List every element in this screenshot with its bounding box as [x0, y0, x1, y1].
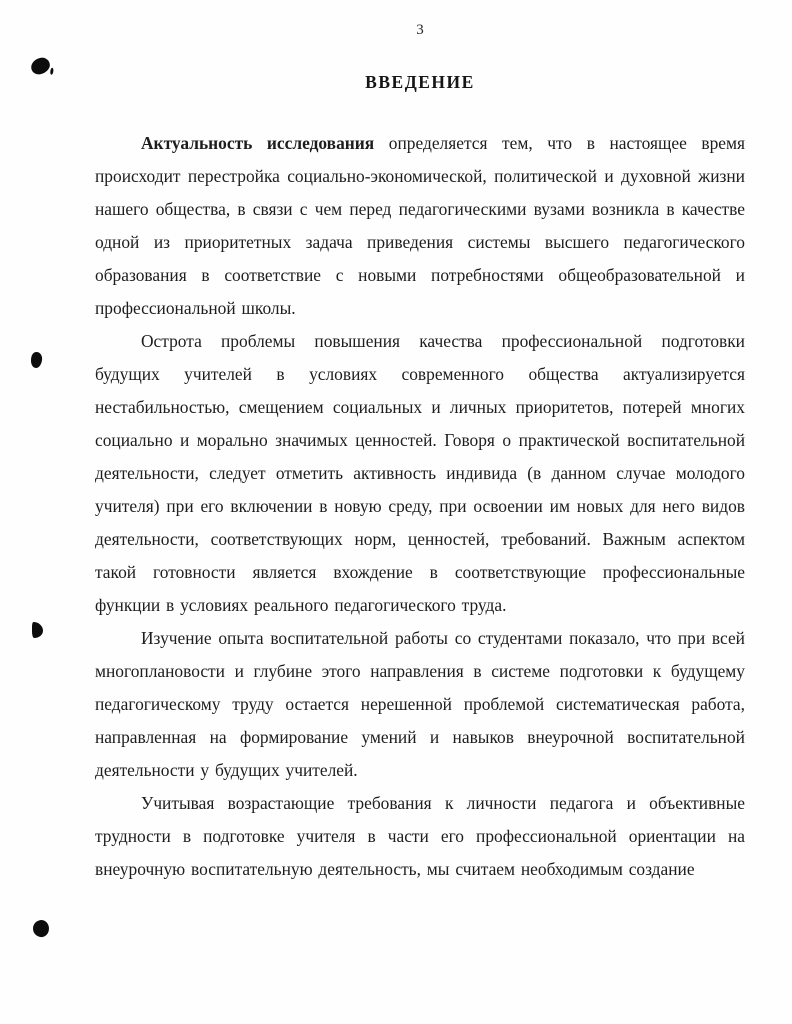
paragraph-bold-lead: Актуальность исследования: [141, 133, 375, 153]
page-title: ВВЕДЕНИЕ: [365, 72, 475, 92]
paragraph: Учитывая возрастающие требования к личности педагога и объективные трудности в подготовке учителя в части его профессиональной ориентации на внеурочную воспитательную деятельность, мы считаем необходимым создание: [95, 793, 745, 879]
ink-smudge: [30, 351, 43, 368]
body-text: [95, 127, 745, 886]
ink-smudge: [32, 919, 50, 938]
paragraph-text: определяется тем, что в настоящее время происходит перестройка социально-экономической, политической и духовной жизни нашего общества, в связи с чем перед педагогическими вузами возникла в качестве одной из приоритетных задача приведения системы высшего педагогического образования в соответствие с новыми потребностями общеобразовательной и профессиональной школы.: [95, 133, 745, 318]
paragraph: Изучение опыта воспитательной работы со студентами показало, что при всей многоплановости и глубине этого направления в системе подготовки к будущему педагогическому труду остается нерешенной проблемой систематическая работа, направленная на формирование умений и навыков внеурочной воспитательной деятельности у будущих учителей.: [95, 628, 745, 780]
paragraph: [95, 127, 745, 325]
ink-smudge: [32, 622, 43, 638]
ink-smudge: [30, 56, 52, 76]
paragraph: Острота проблемы повышения качества профессиональной подготовки будущих учителей в условиях современного общества актуализируется нестабильностью, смещением социальных и личных приоритетов, потерей многих социально и морально значимых ценностей. Говоря о практической воспитательной деятельности, следует отметить активность индивида (в данном случае молодого учителя) при его включении в новую среду, при освоении им новых для него видов деятельности, соответствующих норм, ценностей, требований. Важным аспектом такой готовности является вхождение в соответствующие профессиональные функции в условиях реального педагогического труда.: [95, 331, 745, 615]
page-number: 3: [416, 22, 424, 38]
